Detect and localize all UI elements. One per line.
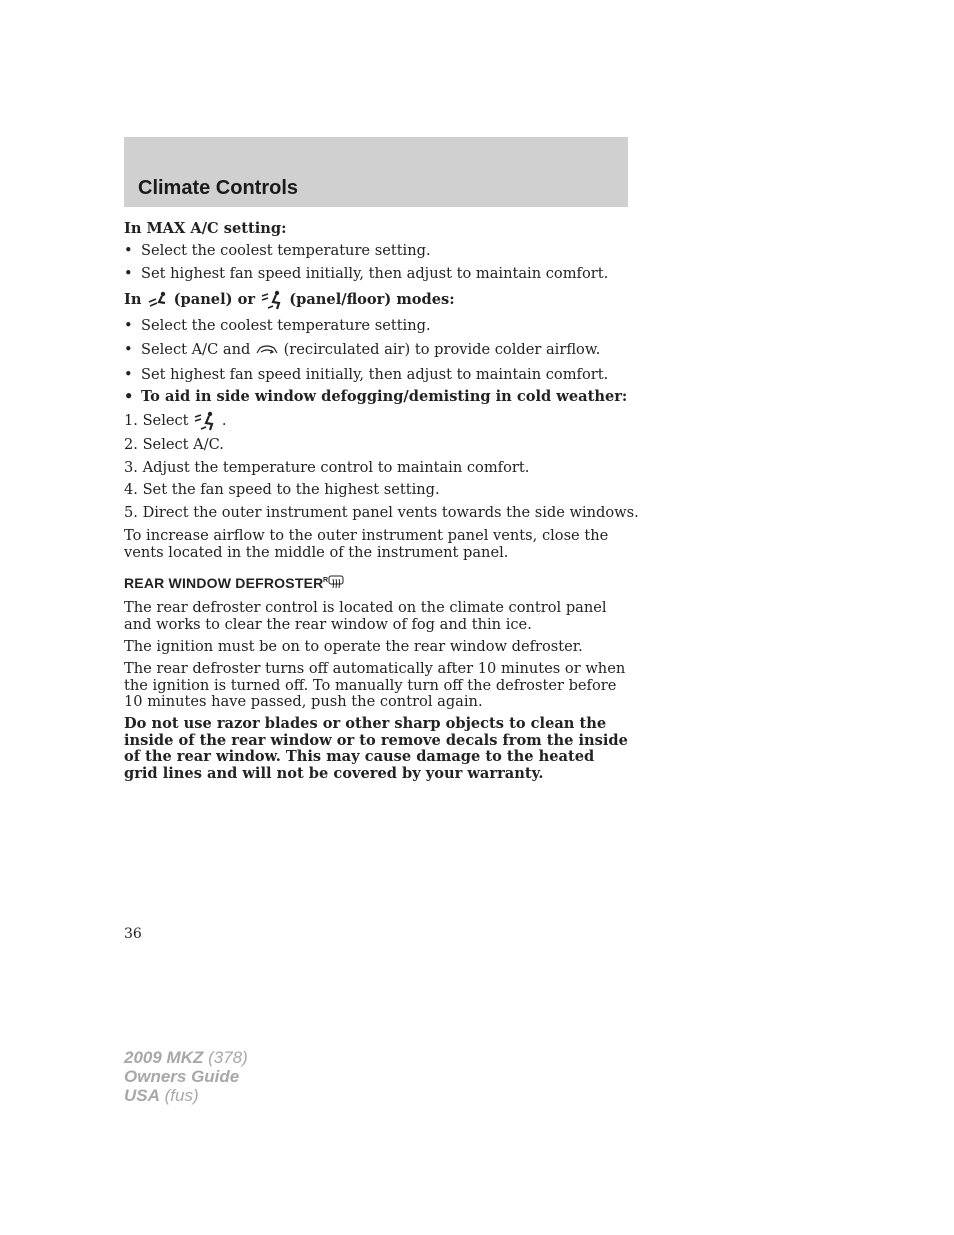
- document-footer: [124, 1048, 248, 1105]
- panel-floor-vent-icon: [193, 411, 217, 431]
- rear-defrost-icon: [323, 575, 345, 589]
- section-title: Climate Controls: [138, 177, 299, 199]
- panel-modes-bullet: • Select the coolest temperature setting.: [124, 317, 431, 334]
- footer-line-3: USA (fus): [124, 1086, 199, 1105]
- panel-floor-vent-icon: [260, 290, 284, 310]
- max-ac-heading: In MAX A/C setting:: [124, 220, 287, 237]
- recirculate-air-icon: [255, 343, 279, 357]
- panel-modes-bullet: • Select A/C and (recirculated air) to provide colder airflow.: [124, 341, 601, 358]
- rear-defroster-heading: REAR WINDOW DEFROSTER R: [124, 575, 345, 592]
- step-5: 5. Direct the outer instrument panel vents towards the side windows.: [124, 504, 639, 521]
- panel-vent-icon: [147, 291, 169, 309]
- max-ac-bullet: • Set highest fan speed initially, then adjust to maintain comfort.: [124, 265, 609, 282]
- defog-bullet: • To aid in side window defogging/demisting in cold weather:: [124, 388, 628, 405]
- step-1: 1. Select .: [124, 412, 227, 429]
- step-4: 4. Set the fan speed to the highest setting.: [124, 481, 440, 498]
- page-number: 36: [124, 926, 142, 942]
- svg-text:R: R: [323, 577, 329, 584]
- max-ac-bullet: • Select the coolest temperature setting.: [124, 242, 431, 259]
- rear-defroster-paragraph-2: The ignition must be on to operate the rear window defroster.: [124, 638, 583, 655]
- panel-modes-heading: In (panel) or (panel/floor) modes:: [124, 291, 455, 308]
- rear-defroster-paragraph-1: The rear defroster control is located on the climate control panel and works to clear the rear window of fog and thin ice.: [124, 599, 607, 633]
- rear-defroster-paragraph-3: The rear defroster turns off automatically after 10 minutes or when the ignition is turned off. To manually turn off the defroster before 10 minutes have passed, push the control again.: [124, 660, 626, 710]
- airflow-note: To increase airflow to the outer instrument panel vents, close the vents located in the middle of the instrument panel.: [124, 527, 609, 561]
- section-header-band: [124, 137, 628, 207]
- footer-line-1: 2009 MKZ (378): [124, 1048, 248, 1067]
- rear-defroster-warning: Do not use razor blades or other sharp objects to clean the inside of the rear window or to remove decals from the inside of the rear window. This may cause damage to the heated grid lines and will not be covered by your warranty.: [124, 715, 628, 782]
- footer-line-2: Owners Guide: [124, 1067, 240, 1086]
- panel-modes-bullet: • Set highest fan speed initially, then adjust to maintain comfort.: [124, 366, 609, 383]
- step-3: 3. Adjust the temperature control to maintain comfort.: [124, 459, 530, 476]
- step-2: 2. Select A/C.: [124, 436, 224, 453]
